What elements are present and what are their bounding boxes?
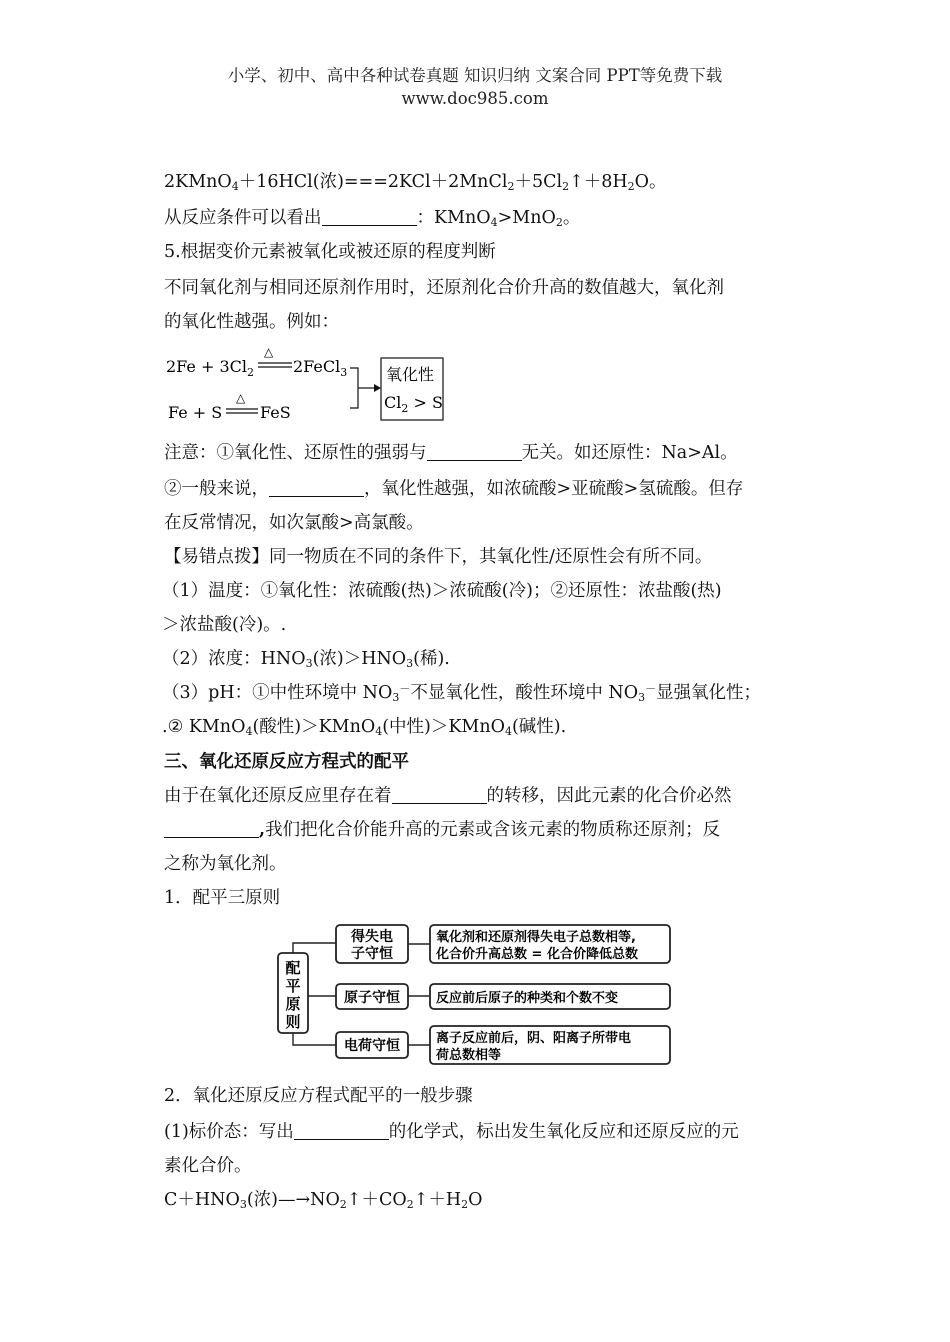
principle-desc: 离子反应前后，阴、阳离子所带电 xyxy=(436,1031,632,1046)
fill-blank[interactable] xyxy=(164,819,259,838)
heat-symbol: △ xyxy=(236,391,246,405)
reaction-2-product: FeS xyxy=(260,403,291,422)
temperature-line: （1）温度：①氧化性：浓硫酸(热)＞浓硫酸(冷)；②还原性：浓盐酸(热) xyxy=(162,581,722,601)
fill-blank[interactable] xyxy=(269,478,364,497)
principle-desc: 荷总数相等 xyxy=(436,1048,502,1063)
fill-blank[interactable] xyxy=(294,1121,389,1140)
tip-heading: 【易错点拨】同一物质在不同的条件下，其氧化性/还原性会有所不同。 xyxy=(164,547,713,567)
principle-name: 电荷守恒 xyxy=(344,1038,400,1054)
heading-5: 5.根据变价元素被氧化或被还原的程度判断 xyxy=(164,242,496,262)
reaction-1-reactants: $2Fe + 3Cl_2$ xyxy=(166,357,254,379)
balancing-principles-diagram xyxy=(270,915,680,1065)
paragraph-line: ,我们把化合价能升高的元素或含该元素的物质称还原剂；反 xyxy=(164,818,720,842)
header-line-2: www.doc985.com xyxy=(401,89,549,108)
step-line: 素化合价。 xyxy=(164,1156,252,1176)
note-line: 注意：①氧化性、还原性的强弱与 无关。如还原性：Na>Al。 xyxy=(164,443,738,463)
reaction-2-reactants: Fe + S xyxy=(168,403,223,422)
note-line: ②一般来说， ，氧化性越强，如浓硫酸>亚硫酸>氢硫酸。但存 xyxy=(164,479,744,499)
fill-blank[interactable] xyxy=(427,442,522,461)
temperature-line: ＞浓盐酸(冷)。. xyxy=(162,615,287,635)
subheading-steps: 2．氧化还原反应方程式配平的一般步骤 xyxy=(164,1086,473,1106)
header-line-1: 小学、初中、高中各种试卷真题 知识归纳 文案合同 PPT等免费下载 xyxy=(227,66,723,85)
paragraph-line: 不同氧化剂与相同还原剂作用时，还原剂化合价升高的数值越大，氧化剂 xyxy=(164,278,724,298)
subheading-principles: 1．配平三原则 xyxy=(164,888,281,908)
center-char: 配 xyxy=(285,959,301,977)
page-header xyxy=(0,64,950,110)
center-char: 原 xyxy=(285,995,301,1013)
paragraph-line: 由于在氧化还原反应里存在着 的转移，因此元素的化合价必然 xyxy=(164,786,732,806)
principle-name: 原子守恒 xyxy=(344,990,400,1006)
principle-desc: 氧化剂和还原剂得失电子总数相等, xyxy=(436,930,636,945)
paragraph-line: 在反常情况，如次氯酸>高氯酸。 xyxy=(164,513,424,533)
fill-blank[interactable] xyxy=(322,207,417,226)
principle-name: 得失电 xyxy=(351,929,393,945)
principle-desc: 反应前后原子的种类和个数不变 xyxy=(436,991,619,1006)
reaction-1-product: 2FeCl$_3$ xyxy=(293,357,348,379)
ph-line: .② KMnO$_4$(酸性)＞KMnO$_4$(中性)＞KMnO$_4$(碱性). xyxy=(162,717,567,738)
principle-name: 子守恒 xyxy=(351,946,393,962)
center-char: 则 xyxy=(285,1013,301,1031)
ph-line: （3）pH：①中性环境中 $NO_3^-$不显氧化性，酸性环境中 $NO_3^-$显强氧化性； xyxy=(162,682,762,704)
heat-symbol: △ xyxy=(264,345,274,359)
paragraph-line: 之称为氧化剂。 xyxy=(164,854,287,874)
condition-line: 从反应条件可以看出 ：KMnO$_4$>MnO$_2$。 xyxy=(164,208,581,229)
center-char: 平 xyxy=(285,977,301,995)
box-title: 氧化性 xyxy=(386,365,435,384)
paragraph-line: 的氧化性越强。例如： xyxy=(164,312,339,332)
box-comparison: $Cl_2 > S$ xyxy=(384,393,443,415)
concentration-line: （2）浓度：$HNO_3$(浓)$>HNO_3$(稀). xyxy=(162,649,450,670)
step-line: (1)标价态：写出 的化学式，标出发生氧化反应和还原反应的元 xyxy=(164,1122,739,1142)
reaction-example-diagram xyxy=(160,342,460,426)
principle-desc: 化合价升高总数 = 化合价降低总数 xyxy=(436,947,638,962)
fill-blank[interactable] xyxy=(392,785,487,804)
equation-carbon-nitric: $C+HNO_3$(浓)$—\to NO_2↑+CO_2↑+H_2O$ xyxy=(164,1190,483,1211)
equation-kmno4-hcl: 2KMnO$_4$＋16HCl(浓)$===2KCl+2MnCl_2+5Cl_2↑+8H_2O$。 xyxy=(164,172,667,193)
section-heading: 三、氧化还原反应方程式的配平 xyxy=(164,752,409,772)
